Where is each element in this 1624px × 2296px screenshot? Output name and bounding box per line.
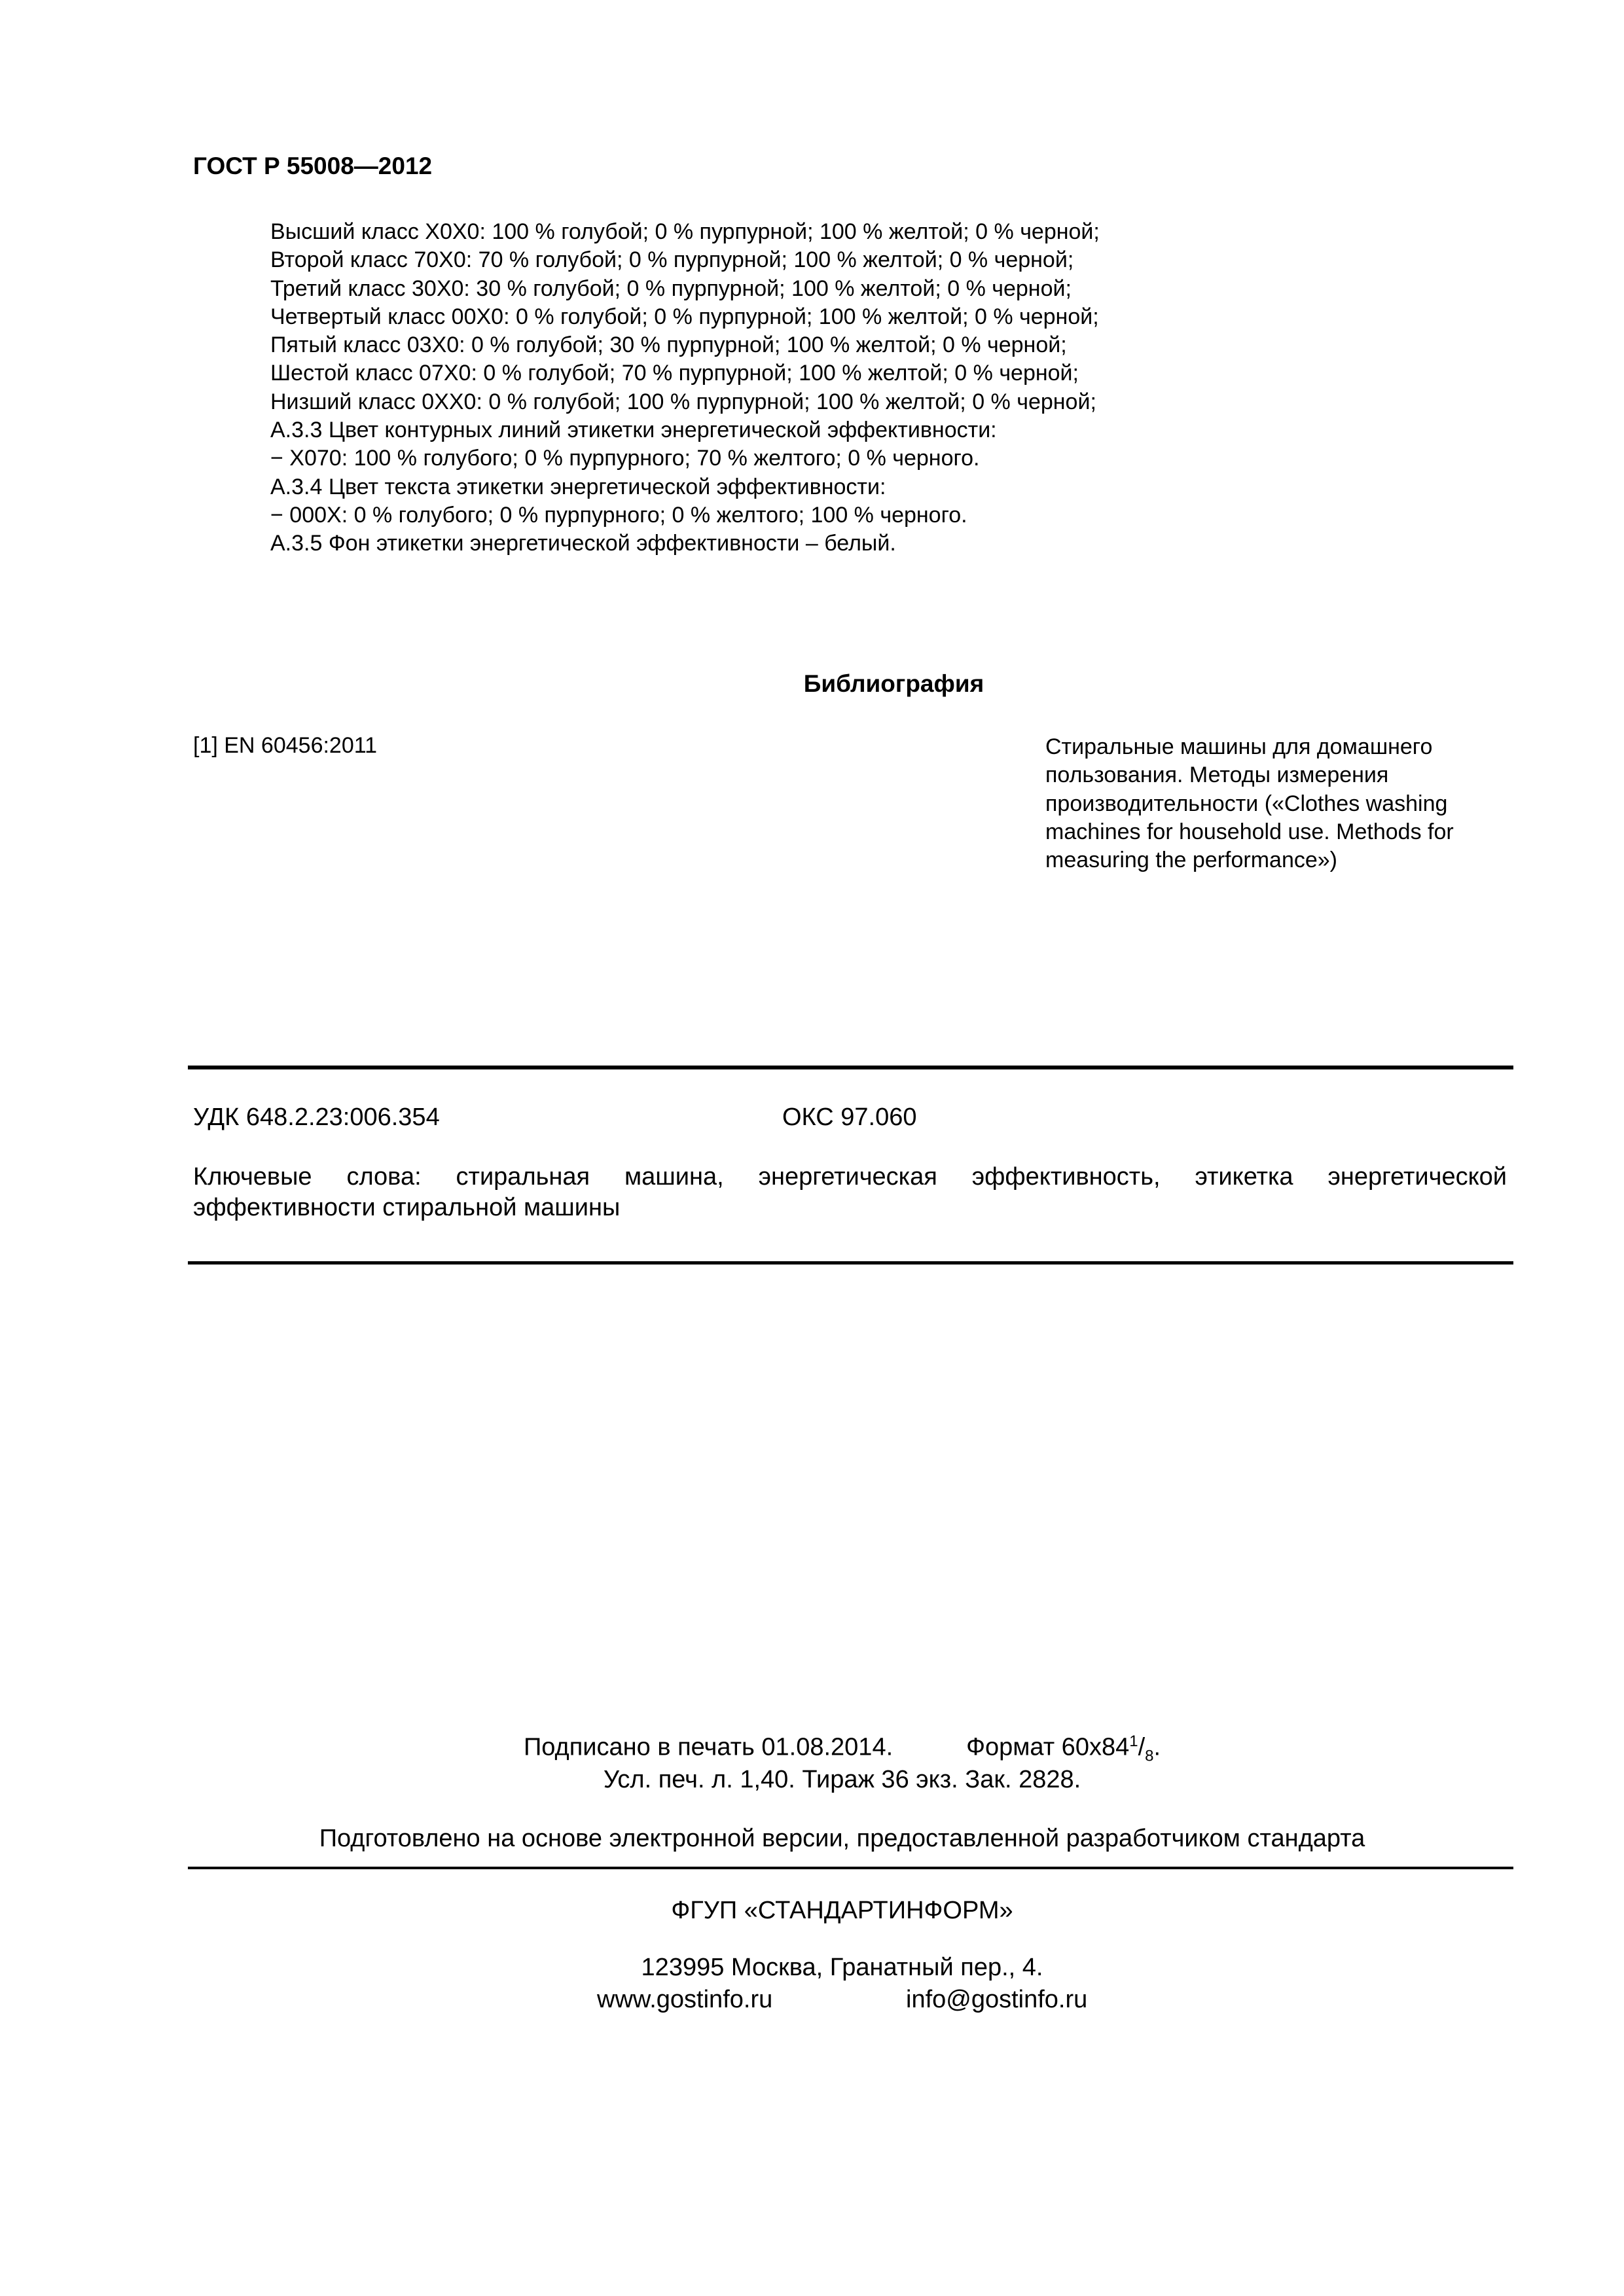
- text-line: А.3.5 Фон этикетки энергетической эффективности – белый.: [270, 531, 896, 556]
- text-line: Шестой класс 07X0: 0 % голубой; 70 % пурпурной; 100 % желтой; 0 % черной;: [270, 361, 1079, 386]
- document-header: ГОСТ Р 55008—2012: [193, 152, 433, 179]
- format-end: .: [1153, 1733, 1161, 1761]
- udk-code: УДК 648.2.23:006.354: [193, 1103, 440, 1131]
- bibliography-title: Библиография: [803, 670, 984, 697]
- color-spec-text: [270, 218, 1100, 558]
- prepared-note: Подготовлено на основе электронной версии, предоставленной разработчиком стандарта: [319, 1825, 1365, 1852]
- format-slash: /: [1138, 1733, 1146, 1761]
- keywords: [193, 1162, 1507, 1223]
- format-numerator: 1: [1129, 1732, 1138, 1750]
- text-line: − 000X: 0 % голубого; 0 % пурпурного; 0 % желтого; 100 % черного.: [270, 502, 967, 528]
- text-line: производительности («Clothes washing: [1045, 791, 1448, 816]
- bibliography-reference: [1] EN 60456:2011: [193, 733, 378, 758]
- publisher-address: 123995 Москва, Гранатный пер., 4.: [641, 1954, 1043, 1981]
- imprint-line-2: Усл. печ. л. 1,40. Тираж 36 экз. Зак. 2828.: [603, 1766, 1081, 1793]
- format-prefix: Формат 60x84: [966, 1733, 1130, 1761]
- website-link[interactable]: www.gostinfo.ru: [597, 1986, 773, 2013]
- text-line: А.3.4 Цвет текста этикетки энергетической эффективности:: [270, 474, 886, 499]
- text-line: machines for household use. Methods for: [1045, 819, 1454, 844]
- divider-footer: [188, 1867, 1513, 1869]
- text-line: Четвертый класс 00X0: 0 % голубой; 0 % пурпурной; 100 % желтой; 0 % черной;: [270, 304, 1099, 329]
- text-line: Высший класс X0X0: 100 % голубой; 0 % пурпурной; 100 % желтой; 0 % черной;: [270, 219, 1100, 244]
- text-line: Стиральные машины для домашнего: [1045, 734, 1433, 759]
- imprint-line-1: [0, 1732, 1624, 1765]
- text-line: Пятый класс 03X0: 0 % голубой; 30 % пурпурной; 100 % желтой; 0 % черной;: [270, 332, 1067, 358]
- format-denominator: 8: [1145, 1747, 1154, 1765]
- text-line: Третий класс 30X0: 30 % голубой; 0 % пурпурной; 100 % желтой; 0 % черной;: [270, 276, 1072, 301]
- divider-top: [188, 1066, 1513, 1069]
- signed-date: Подписано в печать 01.08.2014.: [523, 1733, 893, 1761]
- bibliography-description: [1045, 733, 1543, 874]
- publisher-name: ФГУП «СТАНДАРТИНФОРМ»: [671, 1897, 1013, 1924]
- text-line: − X070: 100 % голубого; 0 % пурпурного; 70 % желтого; 0 % черного.: [270, 446, 980, 471]
- text-line: А.3.3 Цвет контурных линий этикетки энергетической эффективности:: [270, 418, 997, 443]
- email-link[interactable]: info@gostinfo.ru: [906, 1986, 1088, 2013]
- text-line: пользования. Методы измерения: [1045, 762, 1389, 788]
- text-line: measuring the performance»): [1045, 848, 1338, 873]
- divider-middle: [188, 1261, 1513, 1265]
- keywords-line: Ключевые слова: стиральная машина, энергетическая эффективность, этикетка энергетической: [193, 1163, 1507, 1191]
- keywords-line: эффективности стиральной машины: [193, 1194, 621, 1221]
- text-line: Низший класс 0XX0: 0 % голубой; 100 % пурпурной; 100 % желтой; 0 % черной;: [270, 389, 1096, 414]
- text-line: Второй класс 70X0: 70 % голубой; 0 % пурпурной; 100 % желтой; 0 % черной;: [270, 247, 1074, 273]
- oks-code: ОКС 97.060: [782, 1103, 917, 1131]
